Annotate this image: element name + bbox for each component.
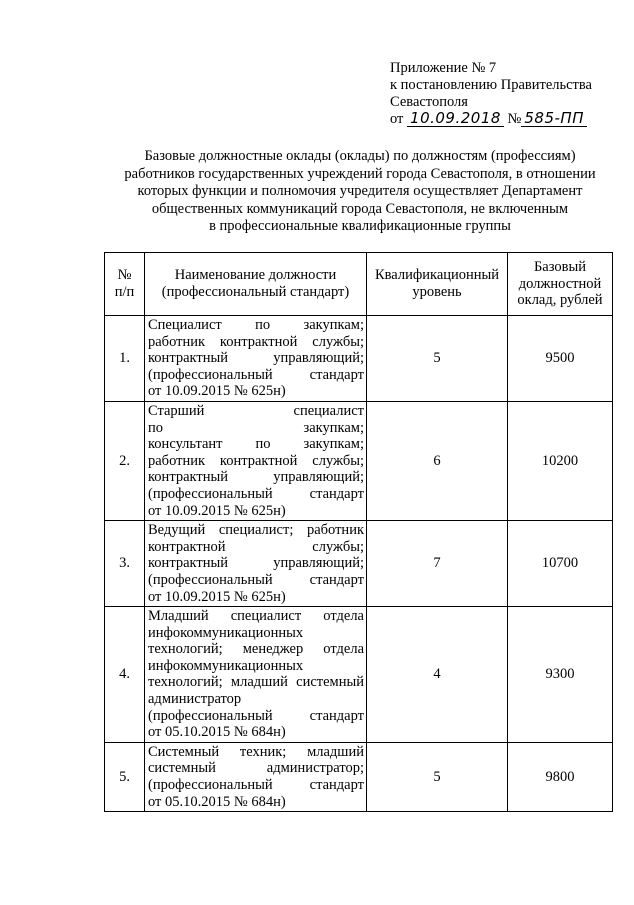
position-name-line: от 10.09.2015 № 625н) — [148, 588, 286, 605]
row-number: 4. — [105, 607, 145, 743]
handwritten-number: 585-ПП — [521, 111, 587, 127]
position-name-line: администратор — [148, 691, 242, 708]
base-salary: 10700 — [508, 521, 613, 607]
position-name-line: (профессиональный стандарт — [148, 485, 364, 502]
table-row — [105, 316, 613, 402]
position-name-line: инфокоммуникационных — [148, 657, 304, 674]
appendix-number: Приложение № 7 — [390, 60, 497, 76]
title-line: в профессиональные квалификационные группы — [209, 218, 511, 234]
table-header-row — [105, 253, 613, 316]
salary-table — [104, 252, 613, 812]
header-level: Квалификационный уровень — [367, 253, 508, 316]
position-name — [145, 401, 367, 520]
position-name-line: инфокоммуникационных — [148, 624, 304, 641]
position-name-line: по закупкам; — [148, 419, 364, 436]
position-name-line: от 10.09.2015 № 625н) — [148, 502, 286, 519]
position-name-line: от 10.09.2015 № 625н) — [148, 383, 286, 400]
position-name-line: от 05.10.2015 № 684н) — [148, 793, 286, 810]
position-name — [145, 607, 367, 743]
position-name-line: Младший специалист отдела — [148, 608, 364, 625]
title-line: которых функции и полномочия учредителя осуществляет Департамент — [137, 183, 583, 199]
header-salary: Базовый должностной оклад, рублей — [508, 253, 613, 316]
position-name-line: контрактной службы; — [148, 538, 364, 555]
title-line: работников государственных учреждений города Севастополя, в отношении — [124, 165, 596, 182]
handwritten-date: 10.09.2018 — [407, 111, 504, 127]
position-name-line: контрактный управляющий; — [148, 469, 364, 486]
qualification-level: 6 — [367, 401, 508, 520]
header-num: № п/п — [105, 253, 145, 316]
appendix-city: Севастополя — [390, 94, 468, 110]
position-name-line: контрактный управляющий; — [148, 350, 364, 367]
position-name-line: консультант по закупкам; — [148, 436, 364, 453]
position-name-line: (профессиональный стандарт — [148, 571, 364, 588]
position-name-line: Системный техник; младший — [148, 743, 364, 760]
position-name-line: технологий; менеджер отдела — [148, 641, 364, 658]
appendix-block — [390, 60, 630, 128]
position-name-line: системный администратор; — [148, 760, 364, 777]
position-name-line: работник контрактной службы; — [148, 452, 364, 469]
table-row — [105, 607, 613, 743]
appendix-reference: к постановлению Правительства — [390, 77, 592, 93]
appendix-date-line — [390, 111, 630, 128]
position-name-line: технологий; младший системный — [148, 674, 364, 691]
base-salary: 10200 — [508, 401, 613, 520]
position-name-line: (профессиональный стандарт — [148, 777, 364, 794]
document-title — [100, 148, 620, 236]
qualification-level: 5 — [367, 742, 508, 811]
row-number: 1. — [105, 316, 145, 402]
base-salary: 9500 — [508, 316, 613, 402]
header-name: Наименование должности (профессиональный стандарт) — [145, 253, 367, 316]
base-salary: 9800 — [508, 742, 613, 811]
base-salary: 9300 — [508, 607, 613, 743]
table-row — [105, 742, 613, 811]
row-number: 5. — [105, 742, 145, 811]
position-name — [145, 316, 367, 402]
position-name-line: Старший специалист — [148, 402, 364, 419]
position-name-line: (профессиональный стандарт — [148, 366, 364, 383]
position-name-line: Специалист по закупкам; — [148, 317, 364, 333]
number-prefix: № — [507, 111, 522, 127]
title-line: общественных коммуникаций города Севастополя, не включенным — [151, 200, 569, 217]
position-name-line: работник контрактной службы; — [148, 333, 364, 350]
position-name-line: (профессиональный стандарт — [148, 707, 364, 724]
date-prefix: от — [390, 111, 404, 127]
qualification-level: 5 — [367, 316, 508, 402]
position-name — [145, 742, 367, 811]
row-number: 2. — [105, 401, 145, 520]
table-row — [105, 401, 613, 520]
position-name-line: контрактный управляющий; — [148, 555, 364, 572]
title-line: Базовые должностные оклады (оклады) по должностям (профессиям) — [144, 148, 576, 164]
row-number: 3. — [105, 521, 145, 607]
position-name-line: Ведущий специалист; работник — [148, 522, 364, 539]
qualification-level: 7 — [367, 521, 508, 607]
table-body — [105, 316, 613, 812]
position-name-line: от 05.10.2015 № 684н) — [148, 724, 286, 741]
position-name — [145, 521, 367, 607]
table-row — [105, 521, 613, 607]
qualification-level: 4 — [367, 607, 508, 743]
